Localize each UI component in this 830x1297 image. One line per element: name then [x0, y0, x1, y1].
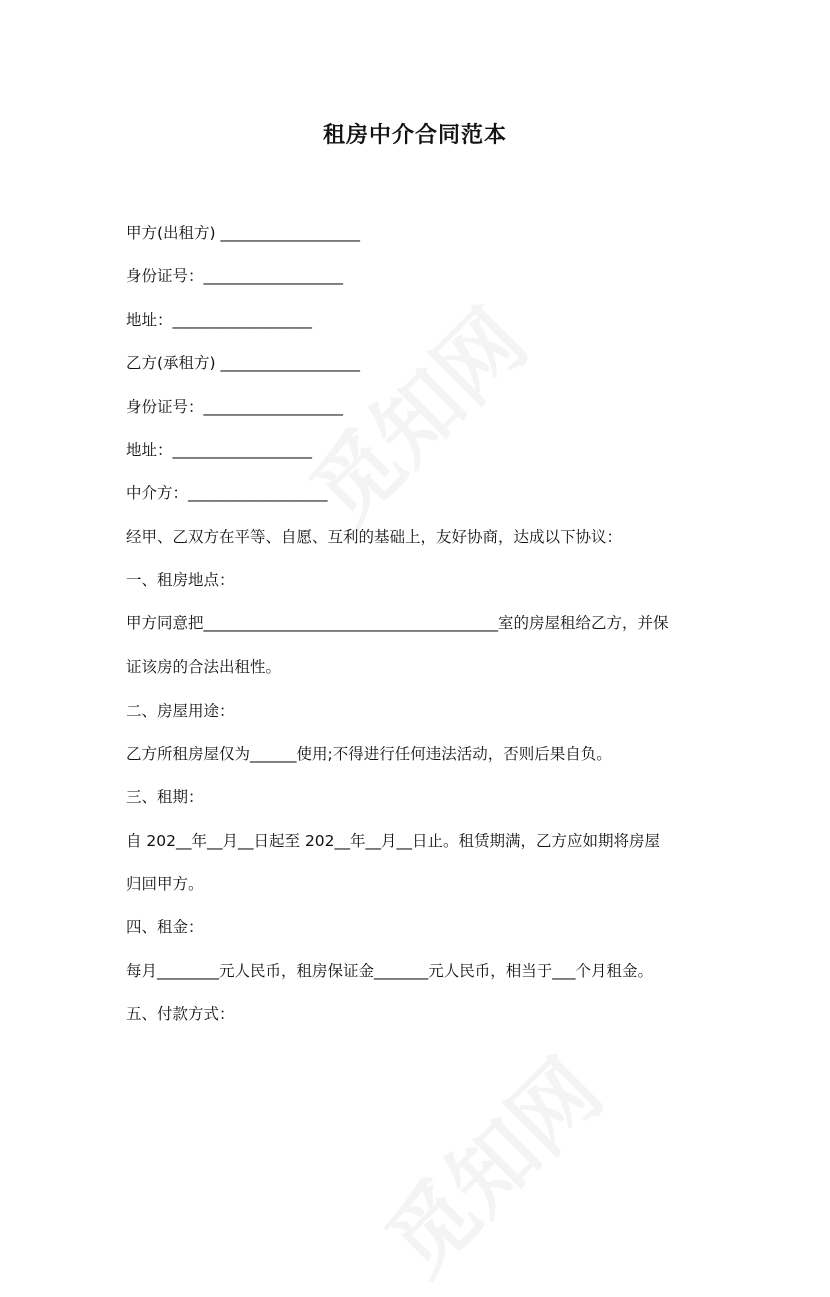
section-heading-location: 一、租房地点： — [126, 571, 235, 589]
section-heading-payment: 五、付款方式： — [126, 1005, 235, 1023]
section-heading-term: 三、租期： — [126, 788, 204, 806]
party-b-line: 乙方(承租方) __________________ — [126, 354, 361, 372]
section-heading-usage: 二、房屋用途： — [126, 702, 235, 720]
term-paragraph-line-1: 自 202__年__月__日起至 202__年__月__日止。租赁期满，乙方应如期将房屋 — [126, 832, 661, 850]
preamble-paragraph: 经甲、乙双方在平等、自愿、互利的基础上，友好协商，达成以下协议： — [126, 528, 623, 546]
term-paragraph-line-2: 归回甲方。 — [126, 875, 204, 893]
party-a-id-line: 身份证号：__________________ — [126, 267, 344, 285]
location-paragraph-line-2: 证该房的合法出租性。 — [126, 658, 282, 676]
party-b-address-line: 地址：__________________ — [126, 441, 313, 459]
document-title: 租房中介合同范本 — [322, 123, 507, 148]
party-a-address-line: 地址：__________________ — [126, 311, 313, 329]
rent-paragraph: 每月________元人民币，租房保证金_______元人民币，相当于___个月租金。 — [126, 962, 654, 980]
agent-line: 中介方：__________________ — [126, 484, 328, 502]
usage-paragraph: 乙方所租房屋仅为______使用;不得进行任何违法活动，否则后果自负。 — [126, 745, 612, 763]
party-b-id-line: 身份证号：__________________ — [126, 398, 344, 416]
section-heading-rent: 四、租金： — [126, 918, 204, 936]
watermark — [354, 1027, 624, 1297]
party-a-line: 甲方(出租方) __________________ — [126, 224, 361, 242]
location-paragraph-line-1: 甲方同意把______________________________________室的房屋租给乙方，并保 — [126, 614, 669, 632]
